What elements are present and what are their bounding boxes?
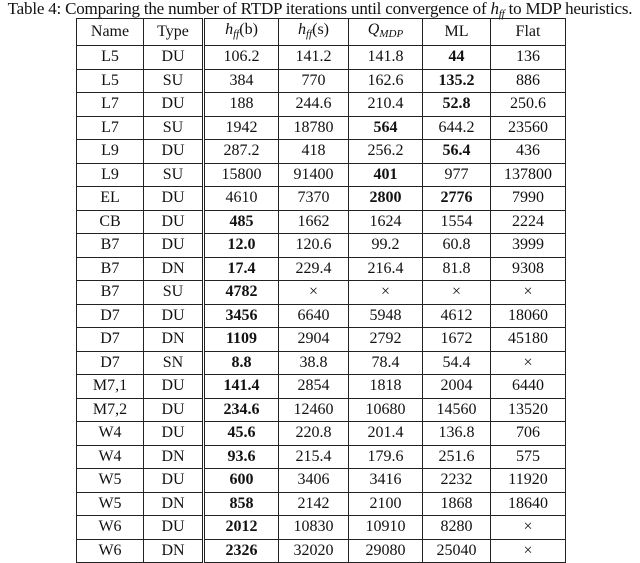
cell-hffb: 485 <box>204 210 279 234</box>
cell-ml: 52.8 <box>423 93 491 117</box>
cell-qmdp: 210.4 <box>349 93 423 117</box>
cell-hffs: 770 <box>279 69 349 93</box>
cell-qmdp: 216.4 <box>349 257 423 281</box>
cell-type: DU <box>144 469 204 493</box>
cell-hffs: 229.4 <box>279 257 349 281</box>
cell-qmdp: 2100 <box>349 492 423 516</box>
cell-flat: 13520 <box>491 398 566 422</box>
header-ml: ML <box>423 19 491 46</box>
table-row <box>77 210 566 234</box>
cell-hffs: 3406 <box>279 469 349 493</box>
cell-name: W6 <box>77 516 144 540</box>
cell-type: DN <box>144 492 204 516</box>
cell-name: CB <box>77 210 144 234</box>
cell-hffs: 1662 <box>279 210 349 234</box>
cell-flat: × <box>491 351 566 375</box>
cell-hffs: 12460 <box>279 398 349 422</box>
cell-name: D7 <box>77 351 144 375</box>
cell-hffs: 418 <box>279 140 349 164</box>
table-row <box>77 69 566 93</box>
cell-ml: 8280 <box>423 516 491 540</box>
table-row <box>77 304 566 328</box>
header-row <box>77 19 566 46</box>
cell-ml: 644.2 <box>423 116 491 140</box>
cell-hffs: 215.4 <box>279 445 349 469</box>
cell-ml: 44 <box>423 46 491 70</box>
cell-hffb: 15800 <box>204 163 279 187</box>
cell-hffb: 234.6 <box>204 398 279 422</box>
cell-ml: 2004 <box>423 375 491 399</box>
header-flat: Flat <box>491 19 566 46</box>
cell-qmdp: 401 <box>349 163 423 187</box>
table-row <box>77 492 566 516</box>
cell-type: DU <box>144 187 204 211</box>
cell-name: W4 <box>77 445 144 469</box>
cell-name: W5 <box>77 492 144 516</box>
cell-hffs: 18780 <box>279 116 349 140</box>
cell-type: DU <box>144 398 204 422</box>
cell-qmdp: 78.4 <box>349 351 423 375</box>
cell-ml: 56.4 <box>423 140 491 164</box>
cell-ml: 54.4 <box>423 351 491 375</box>
cell-hffs: 10830 <box>279 516 349 540</box>
cell-name: M7,1 <box>77 375 144 399</box>
cell-name: L5 <box>77 69 144 93</box>
cell-qmdp: 1818 <box>349 375 423 399</box>
cell-type: DN <box>144 328 204 352</box>
cell-hffb: 858 <box>204 492 279 516</box>
cell-flat: 7990 <box>491 187 566 211</box>
cell-hffs: 2904 <box>279 328 349 352</box>
cell-hffb: 93.6 <box>204 445 279 469</box>
cell-qmdp: 10910 <box>349 516 423 540</box>
cell-flat: 2224 <box>491 210 566 234</box>
cell-hffb: 384 <box>204 69 279 93</box>
cell-qmdp: 3416 <box>349 469 423 493</box>
cell-ml: 14560 <box>423 398 491 422</box>
cell-name: W6 <box>77 539 144 563</box>
cell-ml: 2776 <box>423 187 491 211</box>
cell-type: DU <box>144 210 204 234</box>
caption-prefix: Table 4: Comparing the number of RTDP iterations until convergence of <box>7 0 491 18</box>
cell-hffs: 6640 <box>279 304 349 328</box>
cell-flat: 3999 <box>491 234 566 258</box>
table-row <box>77 422 566 446</box>
table-row <box>77 351 566 375</box>
cell-flat: 45180 <box>491 328 566 352</box>
caption-symbol: h <box>490 0 499 18</box>
cell-name: D7 <box>77 304 144 328</box>
cell-type: SU <box>144 281 204 305</box>
table-row <box>77 375 566 399</box>
cell-hffs: 2142 <box>279 492 349 516</box>
cell-type: SU <box>144 116 204 140</box>
cell-flat: 250.6 <box>491 93 566 117</box>
cell-hffb: 17.4 <box>204 257 279 281</box>
cell-type: SU <box>144 163 204 187</box>
cell-name: D7 <box>77 328 144 352</box>
cell-flat: 436 <box>491 140 566 164</box>
cell-ml: 977 <box>423 163 491 187</box>
cell-hffb: 287.2 <box>204 140 279 164</box>
cell-hffb: 141.4 <box>204 375 279 399</box>
caption-symbol-sub: ff <box>498 8 505 20</box>
cell-flat: 575 <box>491 445 566 469</box>
cell-hffb: 1109 <box>204 328 279 352</box>
cell-name: L9 <box>77 163 144 187</box>
cell-qmdp: 1624 <box>349 210 423 234</box>
cell-hffb: 4610 <box>204 187 279 211</box>
table-row <box>77 257 566 281</box>
cell-type: DN <box>144 257 204 281</box>
cell-flat: 18640 <box>491 492 566 516</box>
cell-type: DU <box>144 304 204 328</box>
cell-hffb: 2326 <box>204 539 279 563</box>
cell-flat: 23560 <box>491 116 566 140</box>
cell-type: DU <box>144 140 204 164</box>
cell-ml: 25040 <box>423 539 491 563</box>
table-row <box>77 539 566 563</box>
cell-hffs: 91400 <box>279 163 349 187</box>
cell-hffb: 2012 <box>204 516 279 540</box>
cell-qmdp: 29080 <box>349 539 423 563</box>
cell-qmdp: 256.2 <box>349 140 423 164</box>
cell-hffs: 7370 <box>279 187 349 211</box>
cell-qmdp: 141.8 <box>349 46 423 70</box>
cell-ml: 2232 <box>423 469 491 493</box>
cell-hffb: 8.8 <box>204 351 279 375</box>
cell-name: M7,2 <box>77 398 144 422</box>
cell-flat: 136 <box>491 46 566 70</box>
cell-type: DU <box>144 93 204 117</box>
cell-hffb: 12.0 <box>204 234 279 258</box>
cell-ml: 81.8 <box>423 257 491 281</box>
cell-name: L7 <box>77 93 144 117</box>
cell-type: DU <box>144 516 204 540</box>
cell-flat: × <box>491 281 566 305</box>
table-row <box>77 281 566 305</box>
cell-name: W5 <box>77 469 144 493</box>
cell-flat: 886 <box>491 69 566 93</box>
header-qmdp: $Q_{MDP}$ <box>349 19 423 46</box>
results-table <box>76 18 566 563</box>
cell-ml: 251.6 <box>423 445 491 469</box>
cell-ml: 136.8 <box>423 422 491 446</box>
cell-type: SN <box>144 351 204 375</box>
table-row <box>77 469 566 493</box>
table-row <box>77 140 566 164</box>
cell-hffb: 45.6 <box>204 422 279 446</box>
table-row <box>77 516 566 540</box>
cell-hffs: × <box>279 281 349 305</box>
cell-type: DU <box>144 422 204 446</box>
cell-type: DU <box>144 46 204 70</box>
cell-hffs: 2854 <box>279 375 349 399</box>
table-row <box>77 398 566 422</box>
cell-qmdp: × <box>349 281 423 305</box>
table-row <box>77 116 566 140</box>
cell-flat: 18060 <box>491 304 566 328</box>
cell-hffs: 38.8 <box>279 351 349 375</box>
cell-name: B7 <box>77 281 144 305</box>
header-name: Name <box>77 19 144 46</box>
cell-flat: 11920 <box>491 469 566 493</box>
cell-ml: × <box>423 281 491 305</box>
table-row <box>77 234 566 258</box>
header-hff-b: $h_{ff}(b)$ <box>204 19 279 46</box>
table-row <box>77 93 566 117</box>
cell-name: B7 <box>77 234 144 258</box>
cell-hffs: 141.2 <box>279 46 349 70</box>
cell-qmdp: 10680 <box>349 398 423 422</box>
cell-qmdp: 564 <box>349 116 423 140</box>
cell-qmdp: 2792 <box>349 328 423 352</box>
caption-suffix: to MDP heuristics. <box>504 0 633 18</box>
table-body <box>77 46 566 563</box>
cell-hffs: 120.6 <box>279 234 349 258</box>
table-row <box>77 445 566 469</box>
cell-ml: 1554 <box>423 210 491 234</box>
header-type: Type <box>144 19 204 46</box>
cell-name: L5 <box>77 46 144 70</box>
table-row <box>77 187 566 211</box>
cell-hffs: 220.8 <box>279 422 349 446</box>
cell-name: B7 <box>77 257 144 281</box>
cell-qmdp: 5948 <box>349 304 423 328</box>
cell-hffb: 3456 <box>204 304 279 328</box>
cell-hffb: 600 <box>204 469 279 493</box>
cell-ml: 4612 <box>423 304 491 328</box>
cell-qmdp: 2800 <box>349 187 423 211</box>
cell-type: SU <box>144 69 204 93</box>
cell-name: L9 <box>77 140 144 164</box>
cell-flat: 9308 <box>491 257 566 281</box>
cell-name: EL <box>77 187 144 211</box>
cell-hffb: 4782 <box>204 281 279 305</box>
cell-flat: 706 <box>491 422 566 446</box>
cell-type: DN <box>144 539 204 563</box>
cell-hffs: 244.6 <box>279 93 349 117</box>
cell-type: DU <box>144 375 204 399</box>
cell-name: W4 <box>77 422 144 446</box>
cell-flat: 137800 <box>491 163 566 187</box>
cell-ml: 60.8 <box>423 234 491 258</box>
cell-flat: × <box>491 539 566 563</box>
cell-ml: 1672 <box>423 328 491 352</box>
cell-qmdp: 99.2 <box>349 234 423 258</box>
cell-hffb: 106.2 <box>204 46 279 70</box>
table-row <box>77 163 566 187</box>
table-row <box>77 328 566 352</box>
cell-ml: 135.2 <box>423 69 491 93</box>
cell-type: DN <box>144 445 204 469</box>
cell-hffb: 1942 <box>204 116 279 140</box>
table-row <box>77 46 566 70</box>
header-hff-s: $h_{ff}(s)$ <box>279 19 349 46</box>
cell-type: DU <box>144 234 204 258</box>
cell-flat: 6440 <box>491 375 566 399</box>
cell-ml: 1868 <box>423 492 491 516</box>
cell-qmdp: 179.6 <box>349 445 423 469</box>
cell-name: L7 <box>77 116 144 140</box>
cell-qmdp: 201.4 <box>349 422 423 446</box>
cell-hffb: 188 <box>204 93 279 117</box>
cell-flat: × <box>491 516 566 540</box>
cell-hffs: 32020 <box>279 539 349 563</box>
cell-qmdp: 162.6 <box>349 69 423 93</box>
